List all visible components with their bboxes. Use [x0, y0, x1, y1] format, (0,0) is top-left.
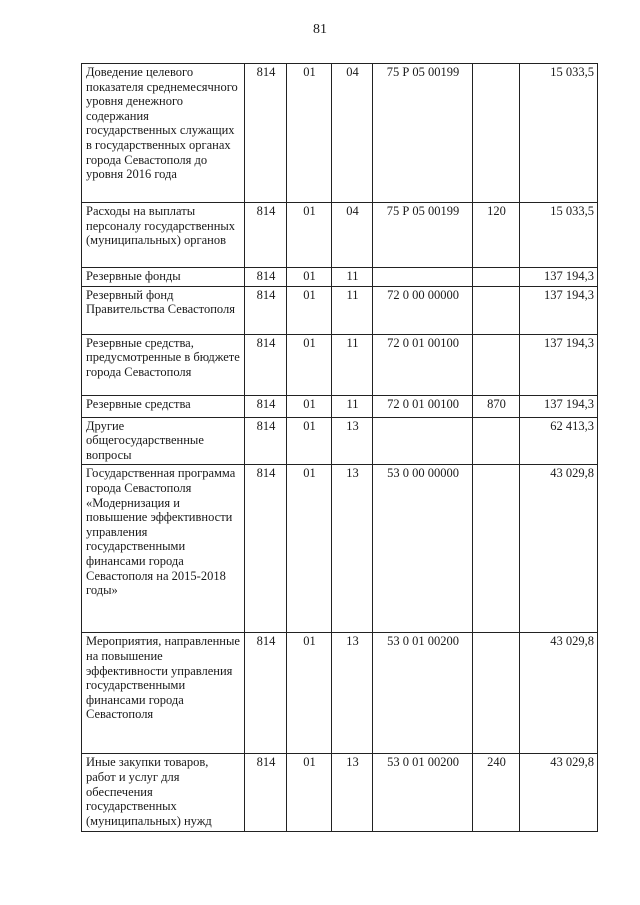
row-admin-code: 814 [245, 754, 287, 832]
row-expense-type [473, 286, 520, 334]
row-target-code [373, 268, 473, 287]
row-section-code: 01 [287, 64, 332, 203]
row-expense-type [473, 633, 520, 754]
row-name: Государственная программа города Севастополя «Модернизация и повышение эффективности управления государственными финансами города Севастополя на 2015-2018 годы» [82, 465, 245, 633]
row-amount: 15 033,5 [520, 64, 598, 203]
row-amount: 43 029,8 [520, 633, 598, 754]
row-name: Резервные средства, предусмотренные в бюджете города Севастополя [82, 334, 245, 395]
row-subsection-code: 04 [332, 64, 373, 203]
row-admin-code: 814 [245, 417, 287, 465]
row-amount: 62 413,3 [520, 417, 598, 465]
row-section-code: 01 [287, 633, 332, 754]
row-admin-code: 814 [245, 465, 287, 633]
row-target-code: 53 0 00 00000 [373, 465, 473, 633]
row-admin-code: 814 [245, 203, 287, 268]
row-target-code: 72 0 00 00000 [373, 286, 473, 334]
row-subsection-code: 11 [332, 286, 373, 334]
row-name: Расходы на выплаты персоналу государственных (муниципальных) органов [82, 203, 245, 268]
row-expense-type: 120 [473, 203, 520, 268]
row-amount: 137 194,3 [520, 268, 598, 287]
row-section-code: 01 [287, 465, 332, 633]
budget-table [81, 63, 598, 832]
row-section-code: 01 [287, 417, 332, 465]
row-amount: 15 033,5 [520, 203, 598, 268]
table-row [82, 633, 598, 754]
row-amount: 137 194,3 [520, 395, 598, 417]
row-subsection-code: 13 [332, 465, 373, 633]
row-expense-type [473, 417, 520, 465]
row-target-code: 53 0 01 00200 [373, 633, 473, 754]
row-admin-code: 814 [245, 395, 287, 417]
row-target-code: 72 0 01 00100 [373, 395, 473, 417]
row-admin-code: 814 [245, 64, 287, 203]
row-amount: 43 029,8 [520, 465, 598, 633]
row-name: Иные закупки товаров, работ и услуг для обеспечения государственных (муниципальных) нужд [82, 754, 245, 832]
row-name: Резервные фонды [82, 268, 245, 287]
row-admin-code: 814 [245, 268, 287, 287]
row-subsection-code: 13 [332, 633, 373, 754]
table-row [82, 465, 598, 633]
row-amount: 137 194,3 [520, 334, 598, 395]
row-section-code: 01 [287, 286, 332, 334]
table-row [82, 286, 598, 334]
row-amount: 137 194,3 [520, 286, 598, 334]
row-name: Мероприятия, направленные на повышение эффективности управления государственными финансами города Севастополя [82, 633, 245, 754]
table-row [82, 395, 598, 417]
row-expense-type [473, 334, 520, 395]
table-row [82, 203, 598, 268]
row-subsection-code: 11 [332, 268, 373, 287]
row-target-code: 53 0 01 00200 [373, 754, 473, 832]
row-admin-code: 814 [245, 334, 287, 395]
row-section-code: 01 [287, 203, 332, 268]
row-expense-type [473, 465, 520, 633]
row-target-code: 72 0 01 00100 [373, 334, 473, 395]
row-name: Резервные средства [82, 395, 245, 417]
row-target-code [373, 417, 473, 465]
row-amount: 43 029,8 [520, 754, 598, 832]
row-target-code: 75 Р 05 00199 [373, 64, 473, 203]
row-section-code: 01 [287, 754, 332, 832]
row-expense-type [473, 268, 520, 287]
table-row [82, 417, 598, 465]
row-section-code: 01 [287, 268, 332, 287]
row-section-code: 01 [287, 395, 332, 417]
row-subsection-code: 13 [332, 754, 373, 832]
row-subsection-code: 04 [332, 203, 373, 268]
row-name: Резервный фонд Правительства Севастополя [82, 286, 245, 334]
page-number: 81 [313, 22, 327, 37]
table-row [82, 334, 598, 395]
row-subsection-code: 11 [332, 395, 373, 417]
row-expense-type: 240 [473, 754, 520, 832]
row-expense-type [473, 64, 520, 203]
row-subsection-code: 11 [332, 334, 373, 395]
row-expense-type: 870 [473, 395, 520, 417]
row-name: Другие общегосударственные вопросы [82, 417, 245, 465]
row-admin-code: 814 [245, 633, 287, 754]
row-admin-code: 814 [245, 286, 287, 334]
table-row [82, 64, 598, 203]
row-section-code: 01 [287, 334, 332, 395]
row-subsection-code: 13 [332, 417, 373, 465]
row-target-code: 75 Р 05 00199 [373, 203, 473, 268]
row-name: Доведение целевого показателя среднемесячного уровня денежного содержания государственных служащих в государственных органах города Севастополя до уровня 2016 года [82, 64, 245, 203]
table-row [82, 268, 598, 287]
table-row [82, 754, 598, 832]
